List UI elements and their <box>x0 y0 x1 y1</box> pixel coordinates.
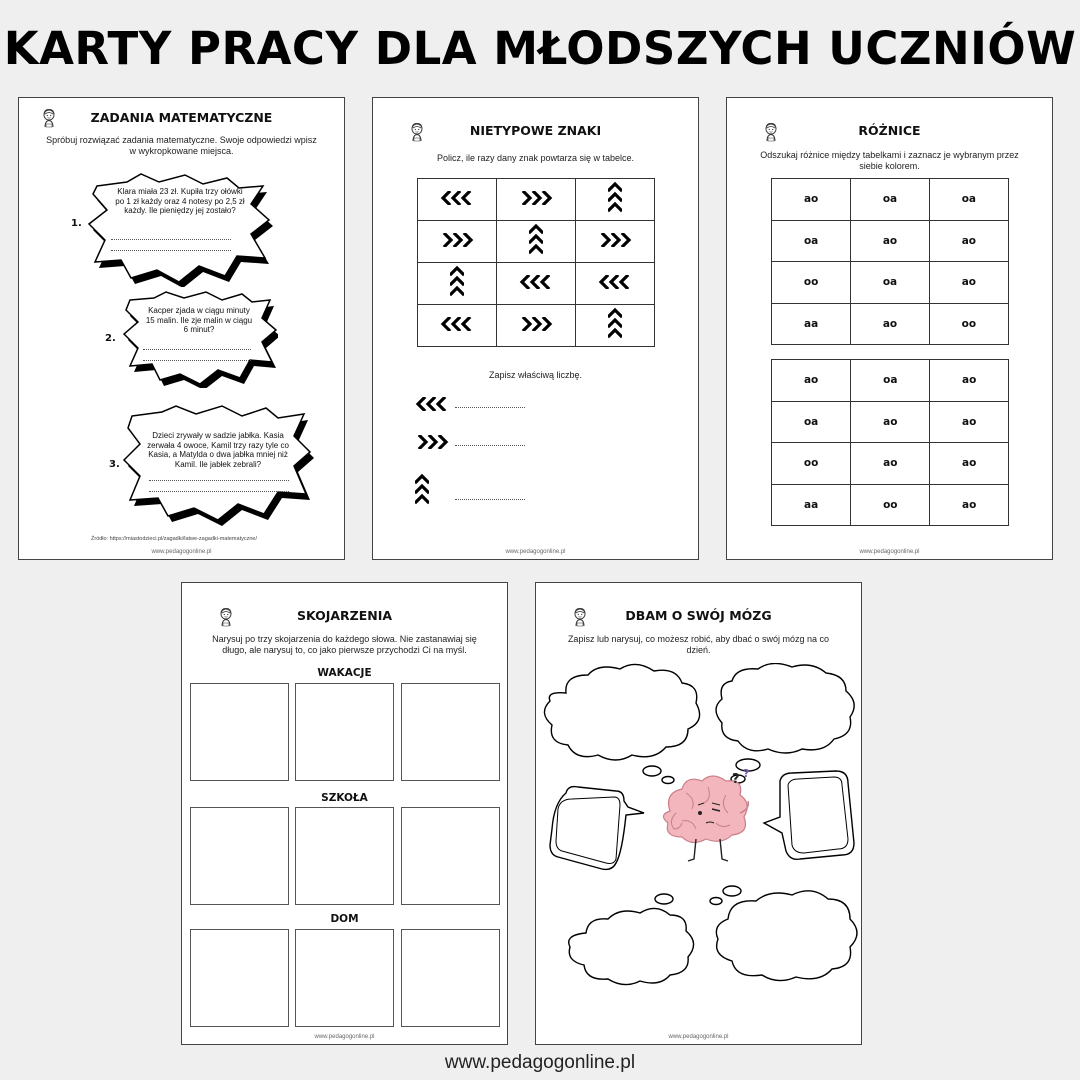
signs-cell[interactable] <box>418 305 497 347</box>
signs-worksheet <box>372 97 699 560</box>
signs-cell[interactable] <box>418 179 497 221</box>
diff-cell[interactable]: ao <box>851 443 930 485</box>
diff-cell[interactable]: ao <box>930 360 1009 402</box>
sheet-footer: www.pedagogonline.pl <box>859 549 920 555</box>
chevron-right-icon <box>519 191 553 205</box>
chevron-right-icon <box>415 435 449 449</box>
chevron-left-icon <box>598 275 632 289</box>
diff-cell[interactable]: ao <box>772 179 851 221</box>
diff-cell[interactable]: oo <box>772 262 851 304</box>
diff-cell[interactable]: oo <box>772 443 851 485</box>
task-2-text: Kacper zjada w ciągu minuty 15 malin. Ile zje malin w ciągu 6 minut? <box>145 306 253 334</box>
answer-line[interactable] <box>149 491 289 492</box>
signs-cell[interactable] <box>576 179 655 221</box>
task-number: 1. <box>71 218 82 229</box>
source-note: Źródło: https://miastodzieci.pl/zagadki/latwe-zagadki-matematyczne/ <box>91 536 257 542</box>
diff-cell[interactable]: oa <box>772 220 851 262</box>
diff-cell[interactable]: ao <box>930 484 1009 526</box>
task-1-text: Klara miała 23 zł. Kupiła trzy ołówki po 1 zł każdy oraz 4 notesy po 2,5 zł każdy. Ile pieniędzy jej zostało? <box>115 187 245 215</box>
diff-cell[interactable]: ao <box>851 303 930 345</box>
thought-clouds <box>536 663 862 1023</box>
math-worksheet <box>18 97 345 560</box>
signs-cell[interactable] <box>418 221 497 263</box>
assoc-word: DOM <box>330 913 359 925</box>
speech-box-icon <box>550 787 644 870</box>
drawing-box[interactable] <box>295 807 394 905</box>
chevron-right-icon <box>440 233 474 247</box>
signs-cell[interactable] <box>418 263 497 305</box>
chevron-left-icon <box>415 397 449 411</box>
answer-line[interactable] <box>455 499 525 500</box>
chevron-up-icon <box>450 265 464 299</box>
diff-row <box>772 262 1009 304</box>
sheet-footer: www.pedagogonline.pl <box>668 1034 729 1040</box>
diff-title: RÓŻNICE <box>858 123 921 138</box>
signs-cell[interactable] <box>576 263 655 305</box>
speech-box-icon <box>764 771 854 859</box>
diff-row <box>772 220 1009 262</box>
chevron-up-icon <box>529 223 543 257</box>
thought-cloud-icon <box>569 894 694 985</box>
task-number: 2. <box>105 333 116 344</box>
answer-row <box>415 434 449 453</box>
diff-cell[interactable]: oa <box>851 179 930 221</box>
drawing-box[interactable] <box>401 807 500 905</box>
signs-cell[interactable] <box>497 305 576 347</box>
assoc-word: SZKOŁA <box>321 792 368 804</box>
chevron-left-icon <box>440 317 474 331</box>
chevron-left-icon <box>440 191 474 205</box>
signs-cell[interactable] <box>497 179 576 221</box>
chevron-left-icon <box>519 275 553 289</box>
diff-cell[interactable]: aa <box>772 303 851 345</box>
signs-row <box>418 305 655 347</box>
signs-cell[interactable] <box>497 221 576 263</box>
signs-cell[interactable] <box>497 263 576 305</box>
diff-row <box>772 484 1009 526</box>
thought-cloud-icon <box>716 663 854 783</box>
diff-table-1 <box>771 178 1009 345</box>
diff-cell[interactable]: ao <box>851 401 930 443</box>
thought-cloud-icon <box>544 664 699 783</box>
chevron-right-icon <box>598 233 632 247</box>
diff-description: Odszukaj różnice między tabelkami i zaznacz je wybranym przez siebie kolorem. <box>760 150 1019 171</box>
drawing-box[interactable] <box>401 683 500 781</box>
diff-row <box>772 360 1009 402</box>
drawing-box[interactable] <box>190 807 289 905</box>
diff-row <box>772 401 1009 443</box>
diff-cell[interactable]: oa <box>851 360 930 402</box>
drawing-box[interactable] <box>401 929 500 1027</box>
drawing-box[interactable] <box>295 683 394 781</box>
speech-burst-2 <box>122 290 278 388</box>
answer-line[interactable] <box>455 407 525 408</box>
sheet-footer: www.pedagogonline.pl <box>151 549 212 555</box>
diff-cell[interactable]: oa <box>851 262 930 304</box>
footer-url[interactable]: www.pedagogonline.pl <box>444 1052 636 1073</box>
brain-description: Zapisz lub narysuj, co możesz robić, aby dbać o swój mózg na co dzień. <box>567 634 830 655</box>
associations-worksheet <box>181 582 508 1045</box>
brain-title: DBAM O SWÓJ MÓZG <box>625 608 772 623</box>
answer-row <box>415 473 429 511</box>
answer-line[interactable] <box>111 250 231 251</box>
chevron-up-icon <box>608 181 622 215</box>
signs-write-label: Zapisz właściwą liczbę. <box>488 370 583 380</box>
sheet-footer: www.pedagogonline.pl <box>505 549 566 555</box>
drawing-box[interactable] <box>295 929 394 1027</box>
diff-row <box>772 179 1009 221</box>
task-3-text: Dzieci zrywały w sadzie jabłka. Kasia zerwała 4 owoce, Kamil trzy razy tyle co Kasia, a Matylda o dwa jabłka mniej niż Kamil. Ile jabłek zebrali? <box>147 431 289 469</box>
diff-cell[interactable]: oa <box>929 179 1008 221</box>
diff-cell[interactable]: ao <box>772 360 851 402</box>
diff-cell[interactable]: ao <box>851 220 930 262</box>
chevron-right-icon <box>519 317 553 331</box>
assoc-title: SKOJARZENIA <box>296 608 393 623</box>
drawing-box[interactable] <box>190 683 289 781</box>
page-title: KARTY PRACY DLA MŁODSZYCH UCZNIÓW <box>3 22 1077 75</box>
diff-table-2 <box>771 359 1009 526</box>
answer-line[interactable] <box>149 480 289 481</box>
diff-row <box>772 303 1009 345</box>
signs-cell[interactable] <box>576 221 655 263</box>
assoc-word: WAKACJE <box>317 667 372 679</box>
diff-cell[interactable]: oo <box>851 484 930 526</box>
diff-cell[interactable]: ao <box>930 401 1009 443</box>
chevron-up-icon <box>415 473 429 507</box>
math-title: ZADANIA MATEMATYCZNE <box>90 110 273 125</box>
answer-line[interactable] <box>111 239 231 240</box>
signs-cell[interactable] <box>576 305 655 347</box>
diff-cell[interactable]: ao <box>930 443 1009 485</box>
signs-row <box>418 263 655 305</box>
svg-text:?: ? <box>743 767 750 780</box>
answer-line[interactable] <box>455 445 525 446</box>
thinking-brain-icon <box>663 767 749 861</box>
math-description: Spróbuj rozwiązać zadania matematyczne. Swoje odpowiedzi wpisz w wykropkowane miejsca. <box>46 135 317 156</box>
thought-cloud-icon <box>710 886 857 981</box>
signs-grid <box>417 178 655 347</box>
signs-row <box>418 221 655 263</box>
differences-worksheet <box>726 97 1053 560</box>
assoc-description: Narysuj po trzy skojarzenia do każdego słowa. Nie zastanawiaj się długo, ale narysuj to, co jako pierwsze przychodzi Ci na myśl. <box>212 634 477 655</box>
diff-cell[interactable]: ao <box>929 220 1008 262</box>
diff-cell[interactable]: aa <box>772 484 851 526</box>
svg-text:?: ? <box>732 772 740 787</box>
diff-cell[interactable]: oo <box>929 303 1008 345</box>
chevron-up-icon <box>608 307 622 341</box>
signs-description: Policz, ile razy dany znak powtarza się w tabelce. <box>436 153 635 163</box>
diff-cell[interactable]: oa <box>772 401 851 443</box>
diff-row <box>772 443 1009 485</box>
signs-title: NIETYPOWE ZNAKI <box>469 123 602 138</box>
answer-line[interactable] <box>143 349 251 350</box>
answer-line[interactable] <box>143 360 251 361</box>
drawing-box[interactable] <box>190 929 289 1027</box>
signs-row <box>418 179 655 221</box>
brain-worksheet <box>535 582 862 1045</box>
diff-cell[interactable]: ao <box>929 262 1008 304</box>
sheet-footer: www.pedagogonline.pl <box>314 1034 375 1040</box>
answer-row <box>415 396 449 415</box>
task-number: 3. <box>109 459 120 470</box>
